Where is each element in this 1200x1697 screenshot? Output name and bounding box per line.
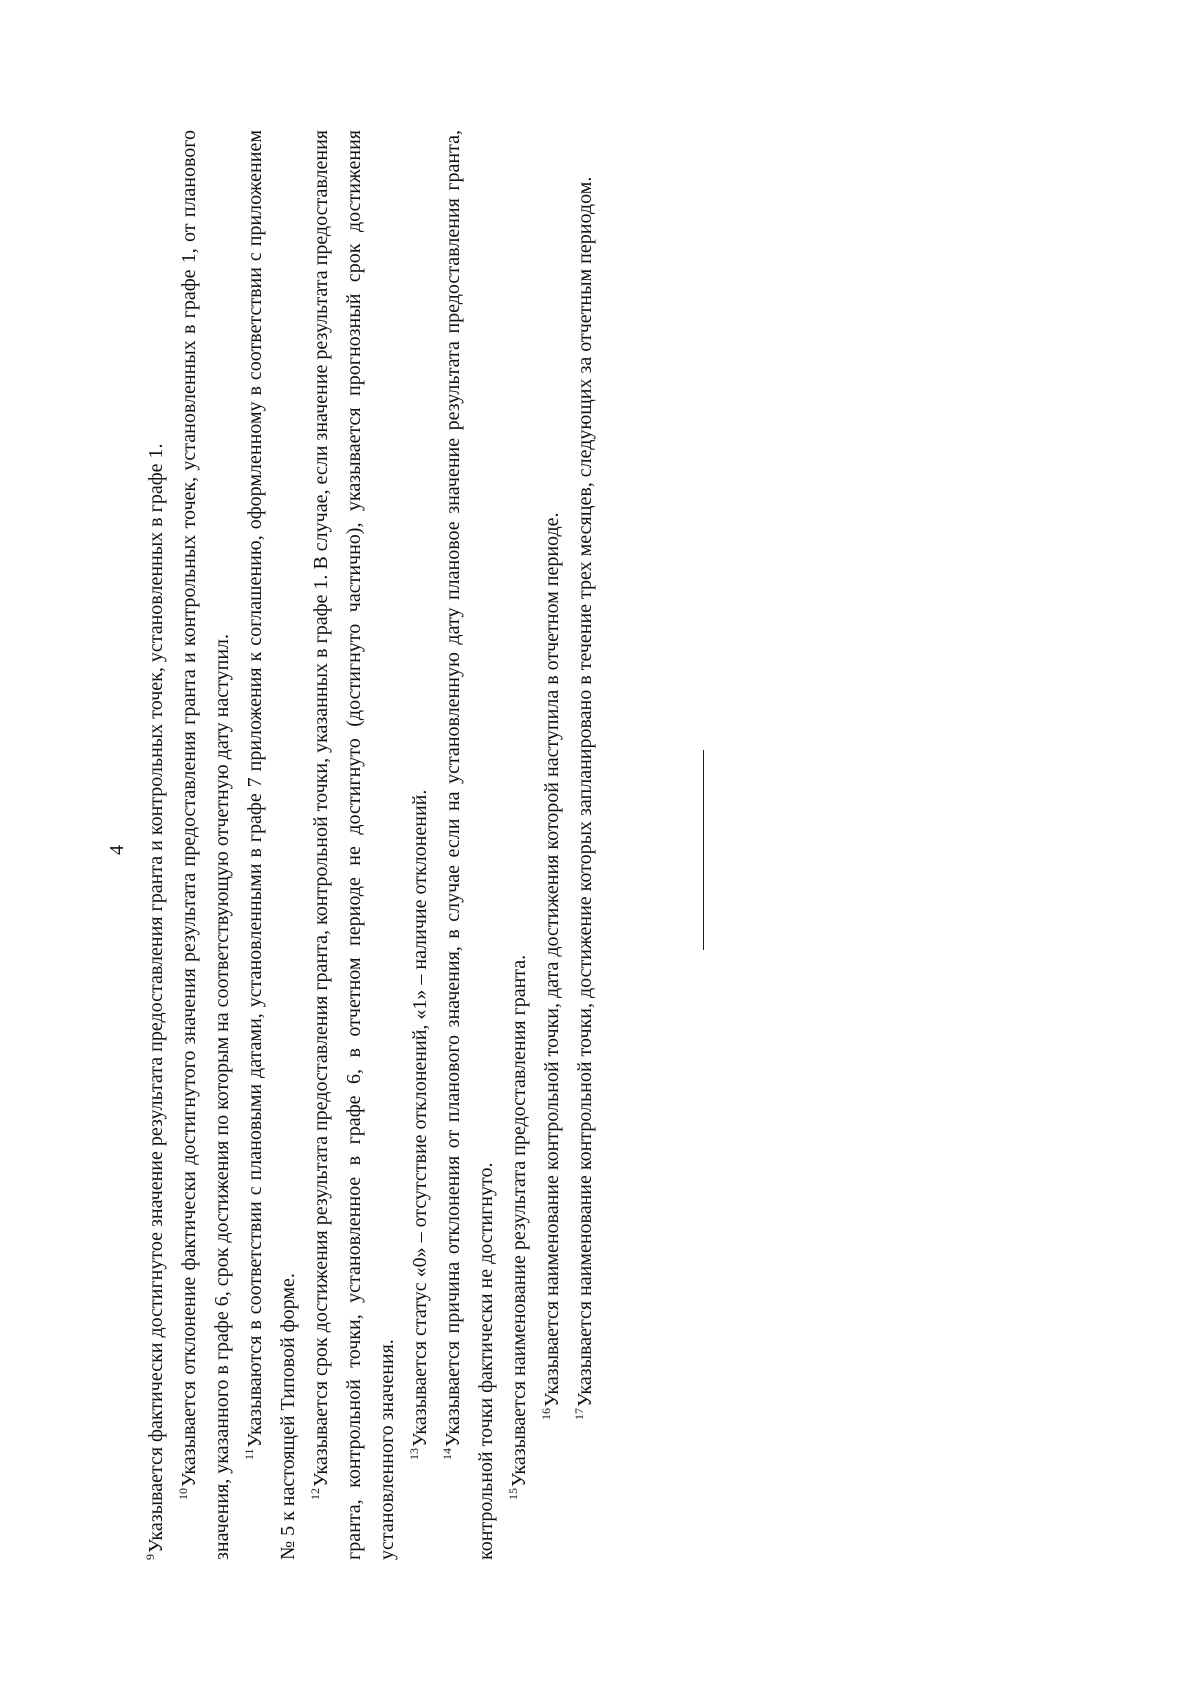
footnote-10 (173, 130, 239, 1560)
footnote-mark: 10 (176, 1488, 191, 1500)
footnote-13 (404, 130, 437, 1560)
footnote-14 (437, 130, 503, 1560)
footnote-text: Указывается причина отклонения от планового значения, в случае если на установленную дату плановое значение результата предоставления гранта, контрольной точки фактически не достигнуто. (442, 130, 497, 1560)
footnote-mark: 9 (143, 1554, 158, 1560)
footnote-11 (239, 130, 305, 1560)
end-separator-line (703, 750, 704, 950)
footnote-text: Указывается срок достижения результата предоставления гранта, контрольной точки, указанных в графе 1. В случае, если значение результата предоставления гранта, контрольной точки, установленное в графе 6, в отчетном периоде не достигнуто (достигнуто частично), указывается прогнозный срок достижения установленного значения. (310, 130, 398, 1560)
footnote-mark: 14 (440, 1448, 455, 1460)
footnote-text: Указываются в соответствии с плановыми датами, установленными в графе 7 приложения к соглашению, оформленному в соответствии с приложением № 5 к настоящей Типовой форме. (244, 130, 299, 1560)
page-number: 4 (106, 845, 128, 855)
footnote-text: Указывается отклонение фактически достигнутого значения результата предоставления гранта и контрольных точек, установленных в графе 1, от планового значения, указанного в графе 6, срок достижения по которым на соответствующую отчетную дату наступил. (178, 130, 233, 1560)
footnote-9 (140, 130, 173, 1560)
footnote-mark: 16 (539, 1408, 554, 1420)
footnote-text: Указывается фактически достигнутое значение результата предоставления гранта и контрольных точек, установленных в графе 1. (145, 443, 167, 1553)
footnote-17 (569, 130, 602, 1560)
footnote-mark: 11 (242, 1448, 257, 1460)
footnote-mark: 17 (572, 1408, 587, 1420)
footnote-15 (503, 130, 536, 1560)
footnote-text: Указывается наименование результата предоставления гранта. (508, 954, 530, 1487)
footnote-mark: 12 (308, 1488, 323, 1500)
footnotes-top (140, 130, 602, 1560)
footnote-mark: 15 (506, 1488, 521, 1500)
footnote-12 (305, 130, 404, 1560)
footnote-16 (536, 130, 569, 1560)
footnote-text: Указывается статус «0» – отсутствие отклонений, «1» – наличие отклонений. (409, 789, 431, 1447)
footnote-text: Указывается наименование контрольной точки, достижение которых запланировано в течение трех месяцев, следующих за отчетным периодом. (574, 176, 596, 1407)
footnote-mark: 13 (407, 1448, 422, 1460)
footnote-text: Указывается наименование контрольной точки, дата достижения которой наступила в отчетном периоде. (541, 512, 563, 1407)
